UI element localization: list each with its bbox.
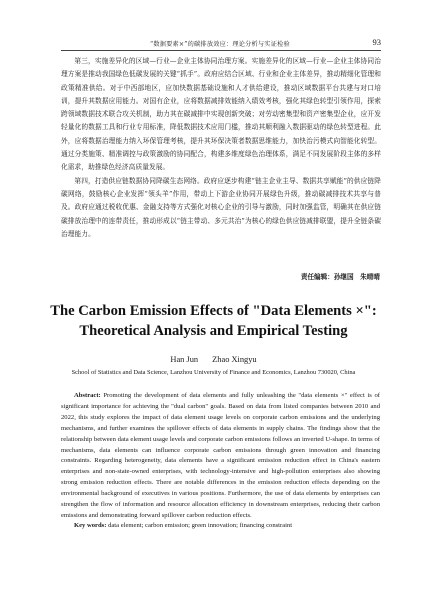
keywords-text: data element; carbon emission; green innovation; financing constraint (108, 522, 293, 529)
author-list (0, 355, 427, 364)
author-affiliation: School of Statistics and Data Science, Lanzhou University of Finance and Economics, Lanzhou 730020, China (71, 369, 356, 376)
running-header (61, 38, 381, 51)
english-keywords (61, 521, 380, 532)
chinese-body-text (61, 55, 381, 241)
page-number: 93 (372, 37, 381, 47)
english-abstract (61, 391, 380, 522)
author-name: Zhao Xingyu (212, 355, 257, 364)
keywords-label: Key words: (74, 522, 107, 529)
abstract-text: Promoting the development of data elements and fully unleashing the "data elements ×" effect is of significant importance for achieving the "dual carbon" goals. Based on data from listed companies between 2010 and 2022, this study explores the impact of data element usage levels on corporate carbon emissions and the underlying mechanisms, and further examines the spillover effects of data elements in supply chains. The findings show that the relationship between data element usage levels and corporate carbon emissions follows an inverted U-shape. In terms of mechanisms, data elements can influence corporate carbon emissions through green innovation and financing constraints. Regarding heterogeneity, data elements have a significant emission reduction effect in China's eastern enterprises and non-state-owned enterprises, with technology-intensive and high-pollution enterprises also showing strong emission reduction effects. There are notable differences in the emission reduction effects depending on the environmental background of executives in various positions. Furthermore, the use of data elements by enterprises can strengthen the flow of information and resource allocation efficiency in downstream enterprises, reducing their carbon emissions and demonstrating forward spillover carbon reduction effects. (61, 392, 380, 519)
body-paragraph-3: 第三，实施差异化的区域—行业—企业主体协同治理方案。实施差异化的区域—行业—企业主体协同治理方案是推动我国绿色低碳发展的关键“抓手”。政府应结合区域、行业和企业主体差异，推动精细化管理和政策精准供给。对于中西部地区，应加快数据基础设施和人才供给建设，推动区域数据平台共建与对口培训，提升其数据应用能力。对国有企业，应将数据减排效能纳入绩效考核，强化其绿色转型引领作用，探索跨领域数据技术联合攻关机制，助力其在碳减排中实现创新突破；对劳动密集型和资产密集型企业，应开发轻量化的数据工具和行业专用标准，降低数据技术应用门槛，推动其顺利融入数据驱动的绿色转型进程。此外，应将数据治理能力纳入环保管理考核，提升其环保决策者数据思维能力，加快治污模式向智能化转型。通过分类施策、精准调控与政策激励的协同配合，构建多维度绿色治理体系，满足不同发展阶段主体的多样化需求，助推绿色经济高质量发展。 (61, 57, 381, 172)
running-title: “数据要素×”的碳排放效应：理论分析与实证检验 (150, 41, 290, 48)
english-article-title: The Carbon Emission Effects of "Data Elements ×": Theoretical Analysis and Empirical Testing (50, 303, 377, 339)
responsible-editors: 责任编辑：孙继国 朱晴晴 (300, 273, 380, 281)
body-paragraph-4: 第四，打造供应链数据协同降碳生态网络。政府应逐步构建“链主企业主导、数据共享赋能”的供应链降碳网络，鼓励核心企业发挥“领头羊”作用，带动上下游企业协同开展绿色升级，推动碳减排技术共享与普及。政府应通过税收优惠、金融支持等方式强化对核心企业的引导与激励，同时加强监管，明确其在供应链碳排放治理中的连带责任，推动形成以“链主带动、多元共治”为核心的绿色供应链减排联盟，提升全链条碳治理能力。 (61, 176, 381, 238)
abstract-label: Abstract: (74, 392, 101, 399)
author-name: Han Jun (170, 355, 199, 364)
